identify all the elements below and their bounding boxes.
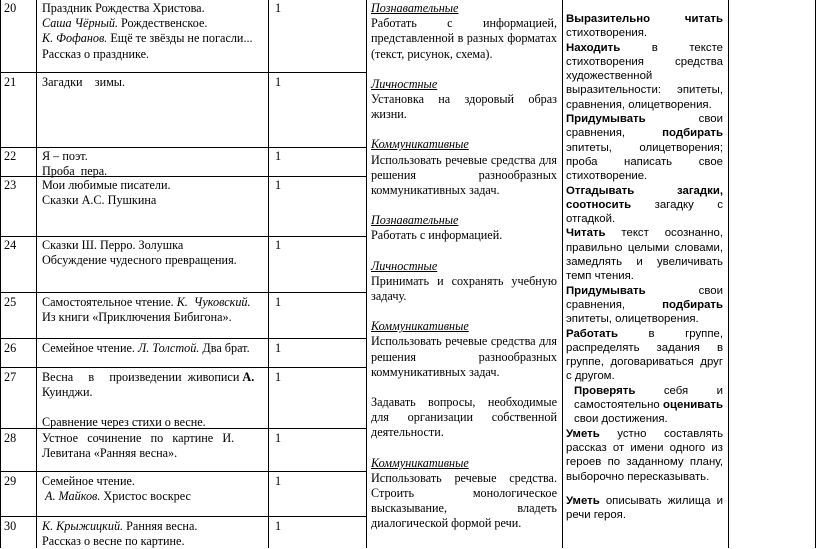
activity-verb: Находить (566, 41, 621, 54)
hours-count: 1 (275, 474, 282, 488)
author-name: А. Майков. (45, 489, 101, 504)
hours-count: 1 (275, 519, 282, 533)
row-divider (0, 292, 367, 293)
topic-line: Проба пера. (42, 164, 108, 179)
uud-heading: Коммуникативные (371, 455, 469, 470)
row-number: 28 (4, 431, 17, 445)
hours-count: 1 (275, 431, 282, 445)
row-number: 30 (4, 519, 17, 533)
uud-heading: Личностные (371, 76, 438, 91)
uud-text: Принимать и сохранять учебную задачу. (371, 273, 557, 304)
lesson-topic (42, 295, 264, 325)
topic-line: Обсуждение чудесного превращения. (42, 253, 237, 268)
col-divider (268, 0, 269, 548)
topic-line (42, 295, 264, 310)
lesson-topic (42, 431, 264, 461)
activity-item: Отгадывать загадки, соотносить загадку с отгадкой. (566, 184, 723, 226)
lesson-topic (42, 370, 264, 431)
topic-line (42, 341, 264, 356)
row-divider (0, 236, 367, 237)
activity-verb: Придумывать (566, 284, 646, 297)
activity-item: Находить в тексте стихотворения средства художественной выразительности: эпитеты, сравнения, олицетворения. (566, 41, 723, 111)
work-title: Два брат. (199, 341, 250, 355)
uud-text: Использовать речевые средства. Строить монологическое высказывание, владеть диалогической формой речи. (371, 470, 557, 531)
topic-line: Сказки Ш. Перро. Золушка (42, 238, 184, 252)
uud-heading: Познавательные (371, 213, 459, 228)
activity-verb: оценивать (663, 399, 723, 412)
topic-line: Сравнение через стихи о весне. (42, 415, 206, 430)
topic-line: Рассказ о празднике. (42, 46, 150, 61)
lesson-topic: Загадки зимы. (42, 75, 126, 89)
activity-verb: Придумывать (566, 113, 646, 126)
topic-line (42, 519, 264, 534)
row-divider (0, 367, 367, 368)
row-number: 20 (4, 1, 17, 15)
author-name: Саша Чёрный. (42, 16, 118, 31)
activity-verb: Выразительно читать (566, 13, 723, 25)
row-divider (0, 338, 367, 339)
row-divider (0, 471, 367, 472)
artist-initial: А. (242, 370, 255, 384)
topic-line: Рассказ о весне по картине. (42, 534, 185, 549)
author-name: Л. Толстой. (137, 341, 200, 355)
hours-count: 1 (275, 1, 282, 15)
hours-count: 1 (275, 238, 282, 252)
uud-text: Работать с информацией. (371, 228, 503, 243)
activity-verb: Уметь (566, 427, 600, 440)
uud-column (371, 1, 557, 532)
topic-line: Куинджи. (42, 385, 93, 400)
topic-text: Семейное чтение. (42, 341, 138, 355)
activity-item: Уметь устно составлять рассказ от имени одного из героев по заданному плану, выборочно пересказывать. (566, 427, 723, 483)
activity-item: Придумывать свои сравнения, подбирать эпитеты, олицетворения; проба написать свое стихотворение. (566, 113, 723, 183)
lesson-topic (42, 474, 264, 504)
topic-line: Праздник Рождества Христова. (42, 1, 205, 15)
activity-verb: Работать (566, 327, 618, 340)
topic-line: Устное сочинение по картине И. (42, 431, 235, 445)
activity-verb: подбирать (662, 127, 723, 140)
row-number: 21 (4, 75, 17, 89)
col-divider (728, 0, 729, 548)
uud-text: Работать с информацией, представленной в разных форматах (текст, рисунок, схема). (371, 16, 557, 61)
lesson-topic (42, 1, 264, 62)
row-divider (0, 147, 367, 148)
uud-heading: Коммуникативные (371, 319, 469, 334)
lesson-topic (42, 519, 264, 549)
activity-item: Работать в группе, распределять задания в группе, договариваться друг с другом. (566, 327, 723, 383)
topic-line: Сказки А.С. Пушкина (42, 193, 157, 208)
row-number: 22 (4, 149, 17, 163)
row-number: 29 (4, 474, 17, 488)
activity-verb: Уметь (566, 494, 600, 507)
row-number: 25 (4, 295, 17, 309)
activity-verb: подбирать (662, 298, 723, 311)
row-divider (0, 72, 367, 73)
lesson-topic (42, 149, 264, 179)
col-divider (366, 0, 367, 548)
topic-line (42, 31, 264, 46)
work-title: Ещё те звёзды не погасли... (107, 31, 253, 46)
author-name: К. Фофанов. (42, 31, 108, 46)
lesson-topic (42, 341, 264, 356)
topic-line: Мои любимые писатели. (42, 178, 171, 192)
topic-line (42, 370, 264, 385)
topic-line: Левитана «Ранняя весна». (42, 446, 178, 461)
uud-text: Задавать вопросы, необходимые для организации собственной деятельности. (371, 395, 557, 440)
activities-column (566, 12, 723, 522)
row-number: 23 (4, 178, 17, 192)
hours-count: 1 (275, 75, 282, 89)
author-name: К. Крыжицкий. (42, 519, 124, 533)
topic-line: Семейное чтение. (42, 474, 135, 488)
uud-heading: Коммуникативные (371, 137, 469, 152)
work-title: Христос воскрес (100, 489, 191, 504)
row-divider (0, 516, 367, 517)
lesson-topic (42, 238, 264, 268)
activity-item: Уметь описывать жилища и речи героя. (566, 494, 723, 522)
hours-count: 1 (275, 370, 282, 384)
topic-text: Весна в произведении живописи (42, 370, 243, 384)
activity-item: Читать текст осознанно, правильно целыми словами, замедлять и увеличивать темп чтения. (566, 227, 723, 283)
uud-heading: Личностные (371, 258, 438, 273)
hours-count: 1 (275, 149, 282, 163)
activity-verb: Отгадывать загадки, соотносить (566, 184, 723, 211)
col-divider (36, 0, 37, 548)
uud-text: Использовать речевые средства для решения разнообразных коммуникативных задач. (371, 334, 557, 379)
topic-text: Самостоятельное чтение. (42, 295, 177, 309)
topic-line: Из книги «Приключения Бибигона». (42, 310, 232, 325)
lesson-topic (42, 178, 264, 208)
topic-line (42, 16, 264, 31)
uud-text: Установка на здоровый образ жизни. (371, 92, 557, 122)
row-number: 24 (4, 238, 17, 252)
work-title: Рождественское. (118, 16, 208, 31)
author-name: К. Чуковский. (176, 295, 251, 309)
activity-verb: Проверять (574, 384, 636, 397)
hours-count: 1 (275, 295, 282, 309)
work-title: Ранняя весна. (123, 519, 198, 533)
uud-heading: Познавательные (371, 1, 459, 15)
hours-count: 1 (275, 178, 282, 192)
topic-line (42, 489, 264, 504)
row-number: 27 (4, 370, 17, 384)
activity-verb: Читать (566, 227, 606, 240)
topic-line: Я – поэт. (42, 149, 88, 163)
col-divider (562, 0, 563, 548)
activity-item: Проверять себя и самостоятельно оценивать свои достижения. (574, 384, 723, 426)
col-divider (0, 0, 1, 548)
activity-item: Придумывать свои сравнения, подбирать эпитеты, олицетворения. (566, 284, 723, 326)
uud-text: Использовать речевые средства для решения разнообразных коммуникативных задач. (371, 152, 557, 198)
hours-count: 1 (275, 341, 282, 355)
row-number: 26 (4, 341, 17, 355)
activity-item: Выразительно читать стихотворения. (566, 13, 723, 40)
